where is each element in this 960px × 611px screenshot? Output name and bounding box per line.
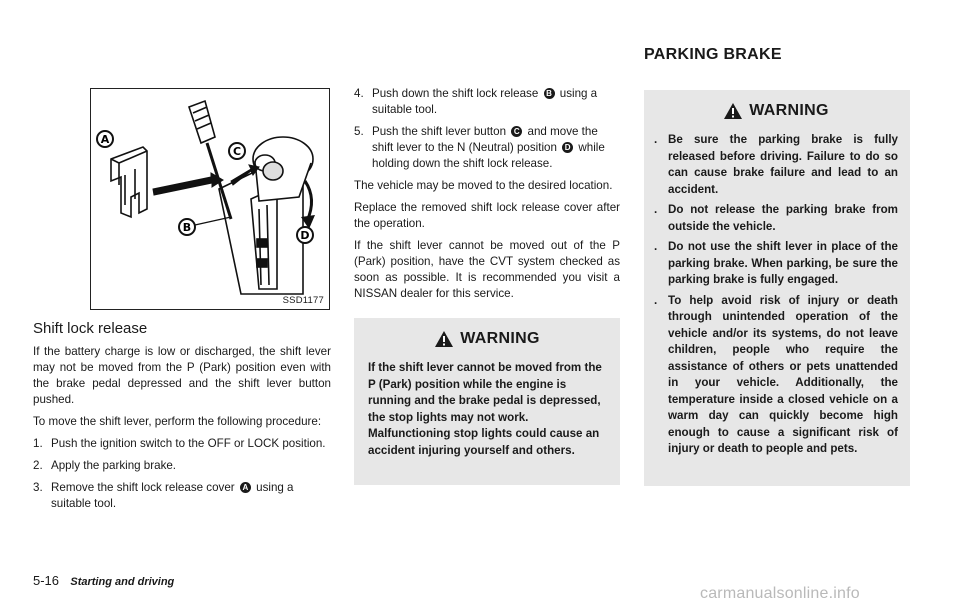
- shift-knob: [253, 137, 313, 201]
- step-4: 4. Push down the shift lock release B using a suitable tool.: [354, 87, 598, 116]
- warning-bullet: . To help avoid risk of injury or death through unintended operation of the vehicle and/or its systems, do not leave children, people who require the assistance of others or pets unattended in your vehicle. Additionally, the temperature inside a closed vehicle on a warm day can quickly become high enough to cause a significant risk of injury or death to people and pets.: [654, 293, 898, 455]
- screwdriver: [189, 101, 231, 219]
- warning-title: WARNING: [749, 102, 829, 119]
- middle-column: [354, 86, 620, 308]
- page-title: PARKING BRAKE: [644, 46, 782, 63]
- svg-text:A: A: [100, 133, 110, 146]
- svg-text:B: B: [182, 221, 192, 234]
- para-moved: The vehicle may be moved to the desired location.: [354, 179, 613, 192]
- svg-text:D: D: [300, 229, 310, 242]
- callout-c: [229, 143, 245, 159]
- warning-header: [368, 330, 606, 348]
- procedure-intro: To move the shift lever, perform the following procedure:: [33, 415, 322, 428]
- step-2: 2. Apply the parking brake.: [33, 459, 177, 472]
- removal-arrow: [153, 173, 223, 195]
- section-title-shift-lock-release: Shift lock release: [33, 320, 148, 337]
- warning-bullets: [654, 132, 898, 458]
- warning-bullet: . Do not release the parking brake from outside the vehicle.: [654, 203, 898, 233]
- footer-section-name: Starting and driving: [70, 576, 175, 588]
- ref-b-icon: B: [544, 88, 555, 99]
- warning-bullet: . Do not use the shift lever in place of the parking brake. When parking, be sure the parking brake is fully engaged.: [654, 240, 898, 286]
- svg-text:C: C: [232, 145, 242, 158]
- warning-triangle-icon: [723, 102, 743, 120]
- ref-a-icon: A: [240, 482, 251, 493]
- illustration-shift-lock-release: [90, 88, 330, 310]
- warning-title: WARNING: [460, 330, 540, 347]
- step-1: 1. Push the ignition switch to the OFF or LOCK position.: [33, 437, 326, 450]
- left-column: [33, 344, 331, 518]
- ref-d-icon: D: [562, 142, 573, 153]
- warning-text: If the shift lever cannot be moved from the P (Park) position while the engine is running and the brake pedal is depressed, the stop lights may not work. Malfunctioning stop lights could cause an accident injuring yourself and others.: [368, 361, 602, 457]
- step-5: 5. Push the shift lever button C and move the shift lever to the N (Neutral) position D while holding down the shift lock release.: [354, 125, 605, 170]
- ref-c-icon: C: [511, 126, 522, 137]
- page-number: 5-16: [33, 573, 60, 588]
- warning-box-parking-brake: [644, 90, 910, 486]
- para-replace-cover: Replace the removed shift lock release cover after the operation.: [354, 201, 620, 230]
- para-cvt-check: If the shift lever cannot be moved out of the P (Park) position, have the CVT system checked as soon as possible. It is recommended you visit a NISSAN dealer for this service.: [354, 239, 620, 300]
- callout-d: [297, 227, 313, 243]
- warning-box-shift-lever: [354, 318, 620, 485]
- shift-lock-diagram: [91, 89, 328, 308]
- intro-paragraph: If the battery charge is low or discharged, the shift lever may not be moved from the P (Park) position even with the brake pedal depressed and the shift lever button pushed.: [33, 345, 331, 406]
- warning-header: [654, 102, 898, 120]
- page-footer: [33, 573, 174, 588]
- step-3: 3. Remove the shift lock release cover A using a suitable tool.: [33, 481, 294, 510]
- callout-b: [179, 217, 231, 235]
- shift-lock-cover: [111, 147, 147, 217]
- warning-bullet: . Be sure the parking brake is fully released before driving. Failure to do so can cause brake failure and lead to an accident.: [654, 133, 898, 196]
- callout-a: [97, 131, 113, 147]
- warning-triangle-icon: [434, 330, 454, 348]
- lever-arrow: [305, 181, 312, 221]
- figure-code: SSD1177: [282, 295, 324, 306]
- watermark: carmanualsonline.info: [700, 585, 860, 602]
